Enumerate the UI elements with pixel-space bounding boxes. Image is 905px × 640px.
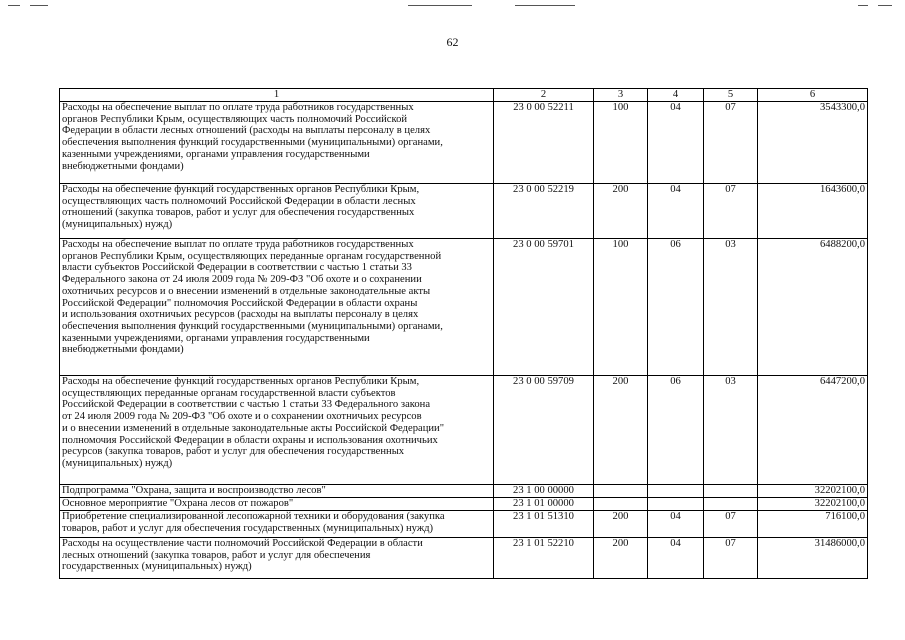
expense-type-code: 200 [594, 511, 648, 538]
table-row [60, 511, 868, 538]
row-description: Подпрограмма "Охрана, защита и воспроизводство лесов" [60, 485, 494, 498]
scan-artifact-line [408, 5, 472, 6]
section-code: 06 [648, 239, 704, 376]
header-row [60, 89, 868, 102]
expense-type-code: 100 [594, 102, 648, 184]
amount-value: 3543300,0 [758, 102, 868, 184]
target-article-code: 23 0 00 59701 [494, 239, 594, 376]
target-article-code: 23 1 01 00000 [494, 498, 594, 511]
row-description: Расходы на обеспечение функций государственных органов Республики Крым, осуществляющих часть полномочий Российской Федерации в области лесных отношений (закупка товаров, работ и услуг для обеспечения государственных (муниципальных) нужд) [60, 184, 494, 239]
target-article-code: 23 1 01 52210 [494, 538, 594, 579]
section-code: 04 [648, 184, 704, 239]
target-article-code: 23 0 00 52219 [494, 184, 594, 239]
table-row [60, 376, 868, 485]
row-description: Расходы на обеспечение функций государственных органов Республики Крым, осуществляющих переданные органам государственной власти субъектов Российской Федерации в соответствии с частью 1 статьи 33 Федерального закона от 24 июля 2009 года № 209-ФЗ "Об охоте и о сохранении охотничьих ресурсов и о внесении изменений в отдельные законодательные акты Российской Федерации" полномочия Российской Федерации в области охраны и использования охотничьих ресурсов (закупка товаров, работ и услуг для обеспечения государственных (муниципальных) нужд) [60, 376, 494, 485]
section-code: 04 [648, 511, 704, 538]
table-row [60, 498, 868, 511]
page-number: 62 [446, 35, 459, 49]
subsection-code: 07 [704, 538, 758, 579]
column-header: 2 [494, 89, 594, 102]
subsection-code: 07 [704, 102, 758, 184]
row-description: Расходы на обеспечение выплат по оплате труда работников государственных органов Республики Крым, осуществляющих часть полномочий Российской Федерации в области лесных отношений (расходы на выплаты персоналу в целях обеспечения выполнения функций государственными (муниципальными) органами, казенными учреждениями, органами управления государственными внебюджетными фондами) [60, 102, 494, 184]
subsection-code: 07 [704, 511, 758, 538]
section-code: 06 [648, 376, 704, 485]
subsection-code: 03 [704, 239, 758, 376]
row-description: Приобретение специализированной лесопожарной техники и оборудования (закупка товаров, работ и услуг для обеспечения государственных (муниципальных) нужд) [60, 511, 494, 538]
table-row [60, 538, 868, 579]
target-article-code: 23 0 00 59709 [494, 376, 594, 485]
column-header: 4 [648, 89, 704, 102]
subsection-code: 03 [704, 376, 758, 485]
row-description: Расходы на обеспечение выплат по оплате труда работников государственных органов Республики Крым, осуществляющих переданные органам государственной власти субъектов Российской Федерации в соответствии с частью 1 статьи 33 Федерального закона от 24 июля 2009 года № 209-ФЗ "Об охоте и о сохранении охотничьих ресурсов и о внесении изменений в отдельные законодательные акты Российской Федерации" полномочия Российской Федерации в области охраны и использования охотничьих ресурсов (расходы на выплаты персоналу в целях обеспечения выполнения функций государственными (муниципальными) органами, казенными учреждениями, органами управления государственными внебюджетными фондами) [60, 239, 494, 376]
target-article-code: 23 1 00 00000 [494, 485, 594, 498]
column-header: 6 [758, 89, 868, 102]
expense-type-code: 200 [594, 376, 648, 485]
column-header: 1 [60, 89, 494, 102]
expense-type-code: 200 [594, 538, 648, 579]
scan-artifact-line [858, 5, 868, 6]
column-header: 3 [594, 89, 648, 102]
target-article-code: 23 1 01 51310 [494, 511, 594, 538]
section-code: 04 [648, 102, 704, 184]
expense-type-code: 100 [594, 239, 648, 376]
amount-value: 6488200,0 [758, 239, 868, 376]
amount-value: 716100,0 [758, 511, 868, 538]
budget-table [59, 88, 868, 579]
subsection-code [704, 498, 758, 511]
scan-artifact-line [30, 5, 48, 6]
column-header: 5 [704, 89, 758, 102]
section-code: 04 [648, 538, 704, 579]
scan-artifact-line [515, 5, 575, 6]
expense-type-code [594, 498, 648, 511]
scan-artifact-line [8, 5, 20, 6]
target-article-code: 23 0 00 52211 [494, 102, 594, 184]
amount-value: 1643600,0 [758, 184, 868, 239]
amount-value: 32202100,0 [758, 485, 868, 498]
subsection-code: 07 [704, 184, 758, 239]
section-code [648, 498, 704, 511]
amount-value: 31486000,0 [758, 538, 868, 579]
amount-value: 6447200,0 [758, 376, 868, 485]
expense-type-code: 200 [594, 184, 648, 239]
table-row [60, 485, 868, 498]
row-description: Расходы на осуществление части полномочий Российской Федерации в области лесных отношений (закупка товаров, работ и услуг для обеспечения государственных (муниципальных) нужд) [60, 538, 494, 579]
amount-value: 32202100,0 [758, 498, 868, 511]
expense-type-code [594, 485, 648, 498]
table-row [60, 239, 868, 376]
scan-artifact-line [878, 5, 892, 6]
table-row [60, 184, 868, 239]
subsection-code [704, 485, 758, 498]
row-description: Основное мероприятие "Охрана лесов от пожаров" [60, 498, 494, 511]
section-code [648, 485, 704, 498]
table-row [60, 102, 868, 184]
